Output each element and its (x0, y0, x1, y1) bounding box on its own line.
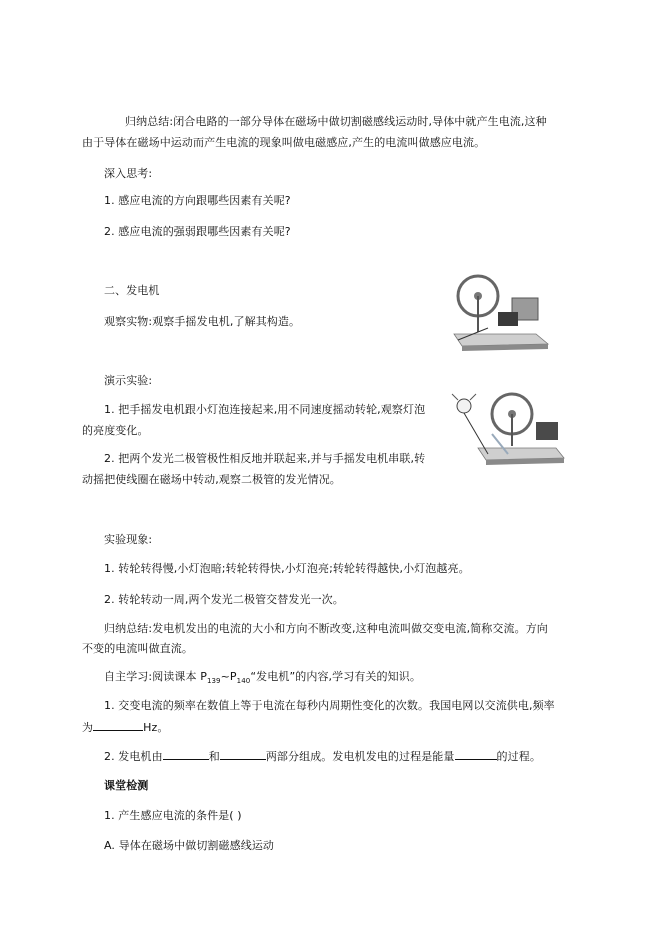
self-study-page1: 139 (206, 677, 221, 685)
phenomena-p1: 1. 转轮转得慢,小灯泡暗;转轮转得快,小灯泡亮;转轮转得越快,小灯泡越亮。 (104, 562, 470, 575)
demo-item1-line2: 的亮度变化。 (82, 424, 149, 437)
fill-q1-line1: 1. 交变电流的频率在数值上等于电流在每秒内周期性变化的次数。我国电网以交流供电,频率 (104, 699, 555, 712)
fill-q2 (104, 749, 541, 764)
demo-heading: 演示实验: (104, 374, 153, 387)
section2-heading: 二、发电机 (104, 284, 160, 297)
phenomena-heading: 实验现象: (104, 533, 153, 546)
summary1-line2: 由于导体在磁场中运动而产生电流的现象叫做电磁感应,产生的电流叫做感应电流。 (82, 136, 486, 149)
check-option-a: A. 导体在磁场中做切割磁感线运动 (104, 839, 275, 852)
generator-bulb-photo (448, 384, 568, 468)
fill-q2-b: 和 (208, 750, 220, 763)
energy-blank[interactable] (455, 749, 497, 760)
demo-item2-line2: 动摇把使线圈在磁场中转动,观察二极管的发光情况。 (82, 473, 341, 486)
self-study-prefix: 自主学习:阅读课本 P (104, 670, 207, 683)
thinking-q2: 2. 感应电流的强弱跟哪些因素有关呢? (104, 225, 291, 238)
phenomena-p2: 2. 转轮转动一周,两个发光二极管交替发光一次。 (104, 593, 344, 606)
summary1-line1: 归纳总结:闭合电路的一部分导体在磁场中做切割磁感线运动时,导体中就产生电流,这种 (125, 115, 547, 128)
summary2-line2: 不变的电流叫做直流。 (82, 642, 193, 655)
check-q1: 1. 产生感应电流的条件是( ) (104, 809, 242, 822)
generator-part1-blank[interactable] (163, 749, 209, 760)
thinking-heading: 深入思考: (104, 167, 153, 180)
fill-q2-a: 2. 发电机由 (104, 750, 163, 763)
fill-q1-suffix: Hz。 (143, 721, 169, 734)
thinking-q1: 1. 感应电流的方向跟哪些因素有关呢? (104, 194, 291, 207)
self-study-suffix: “发电机”的内容,学习有关的知识。 (250, 670, 421, 683)
demo-item1-line1: 1. 把手摇发电机跟小灯泡连接起来,用不同速度摇动转轮,观察灯泡 (104, 403, 426, 416)
observe-text: 观察实物:观察手摇发电机,了解其构造。 (104, 315, 301, 328)
self-study-page2: 140 (236, 677, 251, 685)
fill-q2-c: 两部分组成。发电机发电的过程是能量 (265, 750, 455, 763)
fill-q1-line2 (82, 720, 168, 735)
demo-item2-line1: 2. 把两个发光二极管极性相反地并联起来,并与手摇发电机串联,转 (104, 452, 426, 465)
summary2-line1: 归纳总结:发电机发出的电流的大小和方向不断改变,这种电流叫做交变电流,简称交流。方向 (104, 622, 548, 635)
generator-photo (448, 268, 554, 354)
self-study (104, 670, 421, 685)
fill-q1-prefix: 为 (82, 721, 94, 734)
fill-q2-d: 的过程。 (496, 750, 541, 763)
self-study-middle: ~P (220, 670, 237, 683)
generator-part2-blank[interactable] (220, 749, 266, 760)
check-heading: 课堂检测 (104, 779, 149, 792)
frequency-blank[interactable] (93, 720, 143, 731)
